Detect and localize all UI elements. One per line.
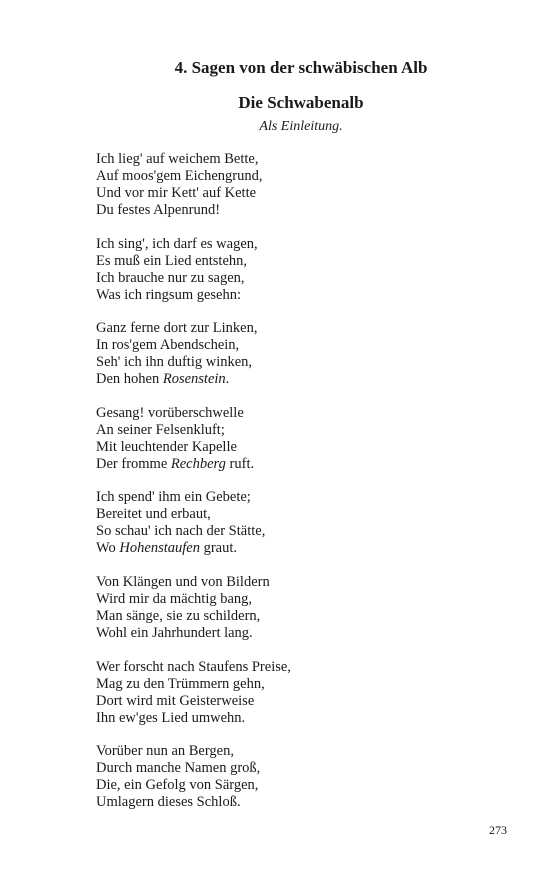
poem-line [96, 168, 516, 185]
line-text: Ich brauche nur zu sagen, [96, 269, 245, 286]
line-text: In ros'gem Abendschein, [96, 337, 240, 354]
line-text: Wo [96, 540, 120, 557]
stanza [96, 320, 516, 388]
poem-line [96, 506, 516, 523]
place-name: Hohenstaufen [119, 540, 200, 557]
poem-line [96, 608, 516, 625]
line-text: Man sänge, sie zu schildern, [96, 607, 261, 624]
poem-line [96, 405, 516, 422]
line-text: Ich lieg' auf weichem Bette, [96, 151, 259, 167]
poem-line [96, 354, 516, 371]
line-text: Was ich ringsum gesehn: [96, 286, 242, 303]
line-text: Vorüber nun an Bergen, [96, 743, 234, 760]
poem-line [96, 676, 516, 693]
line-text: . [225, 371, 230, 388]
line-text: Bereitet und erbaut, [96, 506, 211, 523]
place-name: Rechberg [170, 455, 226, 472]
place-name: Rosenstein [162, 371, 226, 388]
line-text: Gesang! vorüberschwelle [96, 404, 244, 421]
line-text: Wohl ein Jahrhundert lang. [96, 624, 253, 641]
stanza [96, 405, 516, 473]
line-text: graut. [199, 540, 237, 557]
line-text: Den hohen [96, 371, 163, 388]
line-text: Von Klängen und von Bildern [96, 573, 270, 590]
line-text: Die, ein Gefolg von Särgen, [96, 777, 259, 794]
poem-line [96, 625, 516, 642]
poem-line [96, 202, 516, 219]
poem-line [96, 523, 516, 540]
line-text: Es muß ein Lied entstehn, [96, 252, 248, 269]
line-text: Seh' ich ihn duftig winken, [96, 354, 253, 371]
poem-line [96, 337, 516, 354]
line-text: Dort wird mit Geisterweise [96, 692, 255, 709]
line-text: Der fromme [96, 455, 171, 472]
line-text: Du festes Alpenrund! [96, 202, 221, 218]
line-text: ruft. [225, 455, 255, 472]
poem-line [96, 253, 516, 270]
line-text: Wer forscht nach Staufens Preise, [96, 658, 291, 675]
line-text: So schau' ich nach der Stätte, [96, 523, 266, 540]
poem-line [96, 574, 516, 591]
line-text: Ganz ferne dort zur Linken, [96, 320, 258, 337]
line-text: Mit leuchtender Kapelle [96, 438, 237, 455]
line-text: An seiner Felsenkluft; [96, 421, 225, 438]
line-text: Mag zu den Trümmern gehn, [96, 675, 265, 692]
poem-line [96, 270, 516, 287]
poem-line [96, 320, 516, 337]
stanza [96, 489, 516, 557]
poem-line [96, 439, 516, 456]
line-text: Und vor mir Kett' auf Kette [96, 185, 257, 201]
poem-line [96, 743, 516, 760]
poem-line [96, 659, 516, 676]
poem-line [96, 794, 516, 811]
page-number: 273 [489, 823, 507, 837]
poem-line [96, 777, 516, 794]
poem-line [96, 185, 516, 202]
line-text: Wird mir da mächtig bang, [96, 590, 253, 607]
poem-line [96, 371, 516, 388]
poem-line [96, 456, 516, 473]
stanza [96, 659, 516, 727]
line-text: Ich spend' ihm ein Gebete; [96, 489, 251, 506]
line-text: Ich sing', ich darf es wagen, [96, 235, 258, 252]
poem-line [96, 422, 516, 439]
poem-line [96, 591, 516, 608]
stanza [96, 236, 516, 304]
poem-subtitle: Als Einleitung. [259, 119, 343, 134]
poem-line [96, 287, 516, 304]
poem-line [96, 236, 516, 253]
poem-line [96, 693, 516, 710]
poem-line [96, 540, 516, 557]
poem-title: Die Schwabenalb [238, 93, 364, 112]
line-text: Umlagern dieses Schloß. [96, 794, 241, 811]
poem-line [96, 710, 516, 727]
line-text: Auf moos'gem Eichengrund, [96, 168, 263, 184]
poem-line [96, 760, 516, 777]
poem-line [96, 151, 516, 168]
line-text: Durch manche Namen groß, [96, 760, 261, 777]
chapter-title: 4. Sagen von der schwäbischen Alb [174, 58, 428, 77]
poem-body [96, 151, 516, 828]
stanza [96, 743, 516, 811]
poem-line [96, 489, 516, 506]
stanza [96, 151, 516, 219]
stanza [96, 574, 516, 642]
line-text: Ihn ew'ges Lied umwehn. [96, 709, 246, 726]
